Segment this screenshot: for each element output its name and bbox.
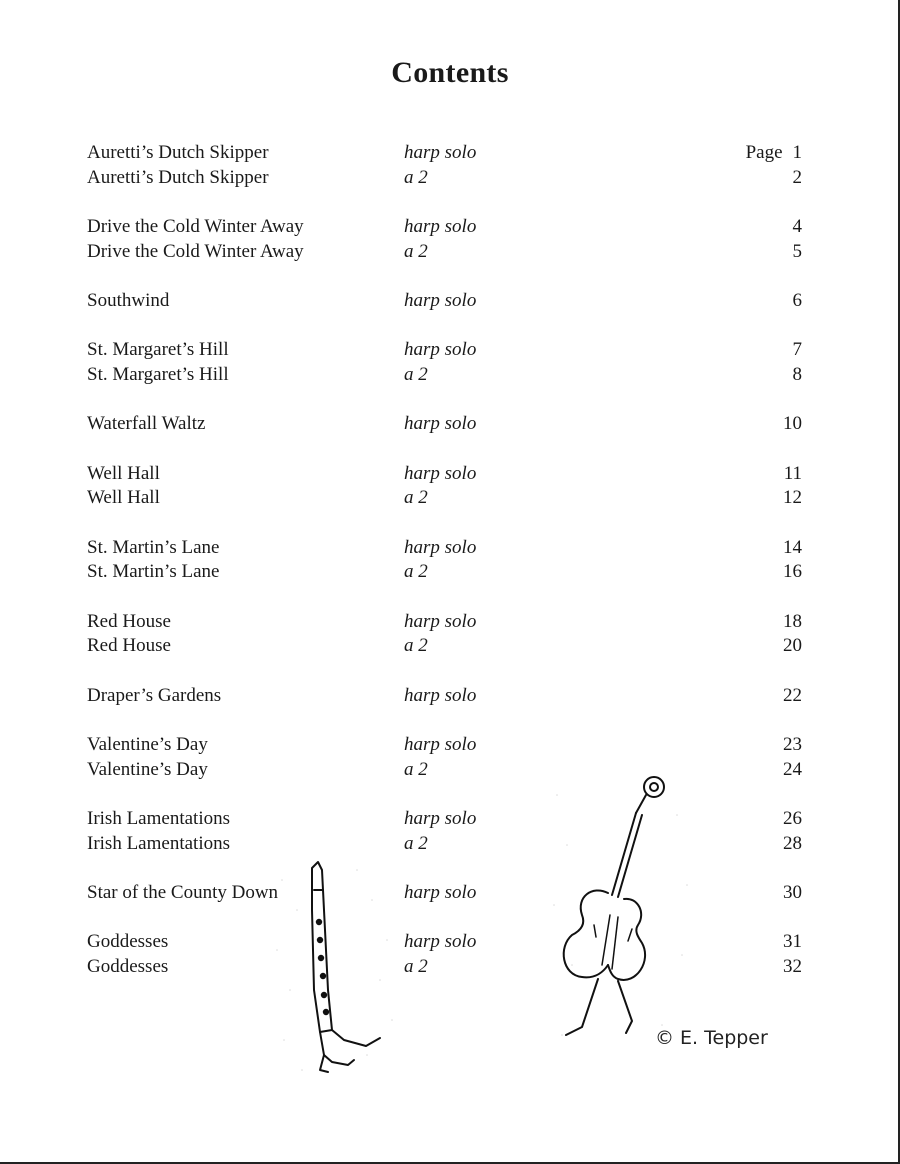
page-number: 24 bbox=[783, 758, 802, 780]
page-number: 11 bbox=[783, 462, 802, 484]
page-number: 12 bbox=[783, 487, 802, 509]
violin-illustration bbox=[542, 765, 702, 1065]
entry-arrangement: harp solo bbox=[404, 610, 477, 632]
entry-title: Red House bbox=[87, 610, 171, 632]
entry-page-number bbox=[783, 807, 802, 832]
entry-arrangement: harp solo bbox=[404, 931, 477, 952]
entry-arrangement: a 2 bbox=[404, 240, 428, 262]
entry-title: Drive the Cold Winter Away bbox=[87, 216, 304, 237]
page-label: Page bbox=[745, 142, 783, 163]
entry-page-number bbox=[783, 412, 802, 437]
toc-group bbox=[87, 412, 802, 437]
entry-arrangement: a 2 bbox=[404, 635, 428, 657]
entry-arrangement: a 2 bbox=[404, 487, 428, 509]
toc-entry bbox=[87, 338, 802, 363]
entry-page-number bbox=[783, 930, 802, 955]
entry-page-number bbox=[793, 363, 803, 388]
entry-page-number bbox=[783, 832, 802, 857]
toc-entry bbox=[87, 634, 802, 659]
entry-page-number bbox=[783, 733, 802, 758]
entry-arrangement: harp solo bbox=[404, 684, 477, 706]
entry-page-number bbox=[783, 560, 802, 585]
entry-arrangement: a 2 bbox=[404, 166, 428, 188]
toc-entry bbox=[87, 486, 802, 511]
page-number: 26 bbox=[783, 807, 802, 829]
page-number: 32 bbox=[783, 955, 802, 977]
entry-title: Valentine’s Day bbox=[87, 758, 208, 780]
toc-group bbox=[87, 536, 802, 586]
toc-group bbox=[87, 338, 802, 388]
page-number: 16 bbox=[783, 561, 802, 583]
entry-page-number bbox=[783, 634, 802, 659]
entry-page-number bbox=[793, 289, 803, 314]
entry-title: Red House bbox=[87, 635, 171, 657]
page-title: Contents bbox=[391, 56, 509, 89]
toc-entry bbox=[87, 412, 802, 437]
entry-title: Well Hall bbox=[87, 487, 160, 509]
toc-group bbox=[87, 141, 802, 191]
entry-arrangement: a 2 bbox=[404, 955, 428, 977]
page-number: 8 bbox=[792, 364, 802, 385]
toc-entry bbox=[87, 240, 802, 265]
toc-group bbox=[87, 215, 802, 265]
entry-arrangement: harp solo bbox=[404, 536, 477, 558]
entry-title: Well Hall bbox=[87, 462, 160, 484]
entry-title: Irish Lamentations bbox=[87, 832, 230, 854]
page-number: 5 bbox=[792, 240, 802, 262]
toc-entry bbox=[87, 536, 802, 561]
entry-page-number bbox=[793, 215, 803, 240]
entry-title: Goddesses bbox=[87, 931, 169, 952]
entry-title: Auretti’s Dutch Skipper bbox=[87, 166, 269, 188]
recorder-illustration bbox=[262, 840, 412, 1085]
entry-title: St. Martin’s Lane bbox=[87, 561, 220, 583]
entry-page-number bbox=[783, 486, 802, 511]
entry-arrangement: a 2 bbox=[404, 364, 428, 385]
entry-page-number bbox=[783, 955, 802, 980]
entry-title: St. Margaret’s Hill bbox=[87, 339, 229, 361]
entry-title: Auretti’s Dutch Skipper bbox=[87, 142, 269, 163]
page-number: 28 bbox=[783, 832, 802, 854]
entry-arrangement: harp solo bbox=[404, 142, 477, 163]
entry-page-number bbox=[783, 758, 802, 783]
entry-page-number bbox=[746, 141, 802, 166]
entry-page-number bbox=[793, 240, 803, 265]
page-number: 4 bbox=[792, 216, 802, 237]
entry-arrangement: harp solo bbox=[404, 216, 477, 237]
toc-group bbox=[87, 462, 802, 512]
entry-page-number bbox=[783, 881, 802, 906]
entry-arrangement: harp solo bbox=[404, 733, 477, 755]
entry-title: St. Martin’s Lane bbox=[87, 536, 220, 558]
entry-title: Waterfall Waltz bbox=[87, 413, 206, 435]
page-number: 18 bbox=[783, 610, 802, 632]
entry-arrangement: harp solo bbox=[404, 881, 477, 903]
page-number: 30 bbox=[783, 881, 802, 903]
entry-arrangement: harp solo bbox=[404, 413, 477, 435]
entry-page-number bbox=[793, 166, 803, 191]
toc-entry bbox=[87, 166, 802, 191]
page-number: 6 bbox=[792, 290, 802, 311]
entry-page-number bbox=[784, 462, 802, 487]
page-number: 23 bbox=[783, 733, 802, 755]
entry-title: Draper’s Gardens bbox=[87, 684, 222, 706]
page-number: 7 bbox=[792, 339, 802, 361]
page-number: 14 bbox=[783, 536, 802, 558]
toc-group bbox=[87, 684, 802, 709]
entry-page-number bbox=[783, 610, 802, 635]
toc-entry bbox=[87, 289, 802, 314]
entry-arrangement: a 2 bbox=[404, 758, 428, 780]
entry-arrangement: harp solo bbox=[404, 462, 477, 484]
page-number: 20 bbox=[783, 635, 802, 657]
page-number: 2 bbox=[792, 166, 802, 188]
entry-title: Southwind bbox=[87, 290, 170, 311]
entry-arrangement: a 2 bbox=[404, 832, 428, 854]
entry-title: Irish Lamentations bbox=[87, 807, 230, 829]
toc-entry bbox=[87, 141, 802, 166]
entry-title: Drive the Cold Winter Away bbox=[87, 240, 304, 262]
entry-arrangement: harp solo bbox=[404, 339, 477, 361]
entry-title: Star of the County Down bbox=[87, 881, 279, 903]
page-number: 22 bbox=[783, 684, 802, 706]
entry-arrangement: harp solo bbox=[404, 807, 477, 829]
toc-entry bbox=[87, 733, 802, 758]
entry-title: Goddesses bbox=[87, 955, 169, 977]
page-number: 31 bbox=[783, 931, 802, 952]
entry-arrangement: harp solo bbox=[404, 290, 477, 311]
toc-entry bbox=[87, 363, 802, 388]
toc-entry bbox=[87, 684, 802, 709]
artist-signature: © E. Tepper bbox=[655, 1027, 768, 1049]
entry-page-number bbox=[783, 684, 802, 709]
entry-title: St. Margaret’s Hill bbox=[87, 364, 229, 385]
entry-page-number bbox=[793, 338, 803, 363]
entry-arrangement: a 2 bbox=[404, 561, 428, 583]
toc-group bbox=[87, 289, 802, 314]
toc-group bbox=[87, 610, 802, 660]
entry-title: Valentine’s Day bbox=[87, 733, 208, 755]
page-number: 10 bbox=[783, 413, 802, 435]
toc-entry bbox=[87, 462, 802, 487]
stipple-background bbox=[553, 794, 688, 1036]
toc-entry bbox=[87, 610, 802, 635]
toc-entry bbox=[87, 215, 802, 240]
page-number: 1 bbox=[792, 142, 802, 163]
entry-page-number bbox=[783, 536, 802, 561]
toc-entry bbox=[87, 560, 802, 585]
